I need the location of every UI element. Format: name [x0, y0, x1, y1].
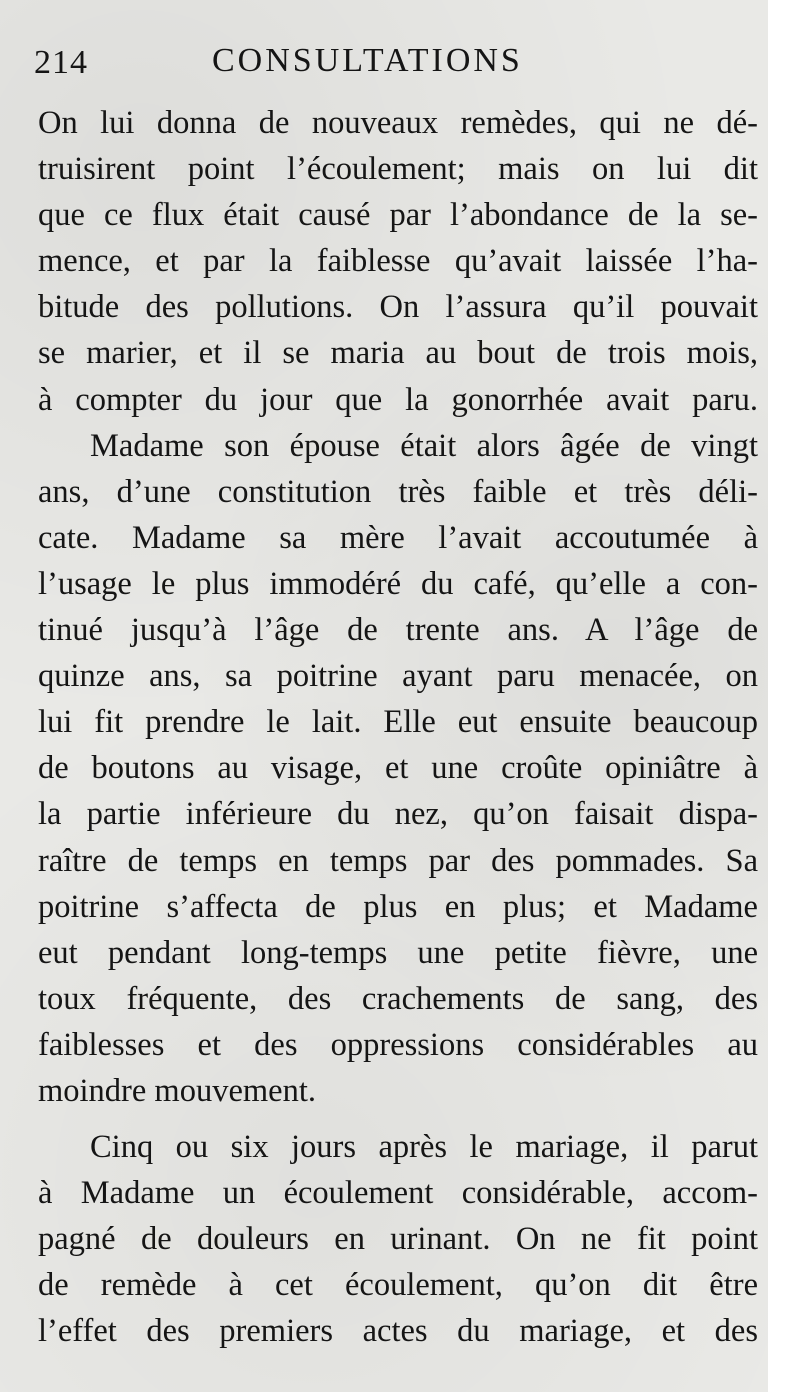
text-line: la partie inférieure du nez, qu’on faisait dispa-	[38, 796, 758, 833]
text-line: de boutons au visage, et une croûte opiniâtre à	[38, 750, 758, 787]
text-line: moindre mouvement.	[38, 1072, 316, 1109]
text-line: que ce flux était causé par l’abondance de la se-	[38, 197, 758, 234]
text-line: l’usage le plus immodéré du café, qu’elle a con-	[38, 565, 758, 602]
text-line: bitude des pollutions. On l’assura qu’il pouvait	[38, 289, 758, 326]
text-line: l’effet des premiers actes du mariage, et des	[38, 1313, 758, 1350]
text-line: mence, et par la faiblesse qu’avait laissée l’ha-	[38, 243, 758, 280]
text-line: pagné de douleurs en urinant. On ne fit point	[38, 1221, 758, 1258]
text-line: Cinq ou six jours après le mariage, il parut	[90, 1129, 758, 1166]
text-line: truisirent point l’écoulement; mais on lui dit	[38, 151, 758, 188]
body-text	[38, 100, 758, 1355]
page-edge	[768, 0, 784, 1392]
paragraph-spacer	[38, 1114, 758, 1124]
text-line: eut pendant long-temps une petite fièvre, une	[38, 934, 758, 971]
running-title: CONSULTATIONS	[212, 42, 523, 79]
text-line: poitrine s’affecta de plus en plus; et Madame	[38, 888, 758, 925]
text-line: On lui donna de nouveaux remèdes, qui ne dé-	[38, 105, 758, 141]
text-line: Madame son épouse était alors âgée de vingt	[90, 427, 758, 464]
paragraph	[38, 423, 758, 1114]
text-line: à Madame un écoulement considérable, accom-	[38, 1175, 758, 1212]
page-number: 214	[34, 44, 88, 81]
text-line: de remède à cet écoulement, qu’on dit être	[38, 1267, 758, 1304]
text-line: raître de temps en temps par des pommades. Sa	[38, 842, 758, 879]
text-line: lui fit prendre le lait. Elle eut ensuite beaucoup	[38, 704, 758, 741]
text-line: quinze ans, sa poitrine ayant paru menacée, on	[38, 658, 758, 695]
text-line: ans, d’une constitution très faible et très déli-	[38, 473, 758, 510]
text-line: cate. Madame sa mère l’avait accoutumée à	[38, 519, 758, 556]
text-line: tinué jusqu’à l’âge de trente ans. A l’âge de	[38, 612, 758, 649]
text-line: faiblesses et des oppressions considérables au	[38, 1026, 758, 1063]
paragraph	[38, 1124, 758, 1354]
text-line: se marier, et il se maria au bout de trois mois,	[38, 335, 758, 372]
text-line: à compter du jour que la gonorrhée avait paru.	[38, 381, 758, 418]
page-header	[34, 40, 754, 90]
text-line: toux fréquente, des crachements de sang, des	[38, 980, 758, 1017]
paragraph	[38, 100, 758, 423]
